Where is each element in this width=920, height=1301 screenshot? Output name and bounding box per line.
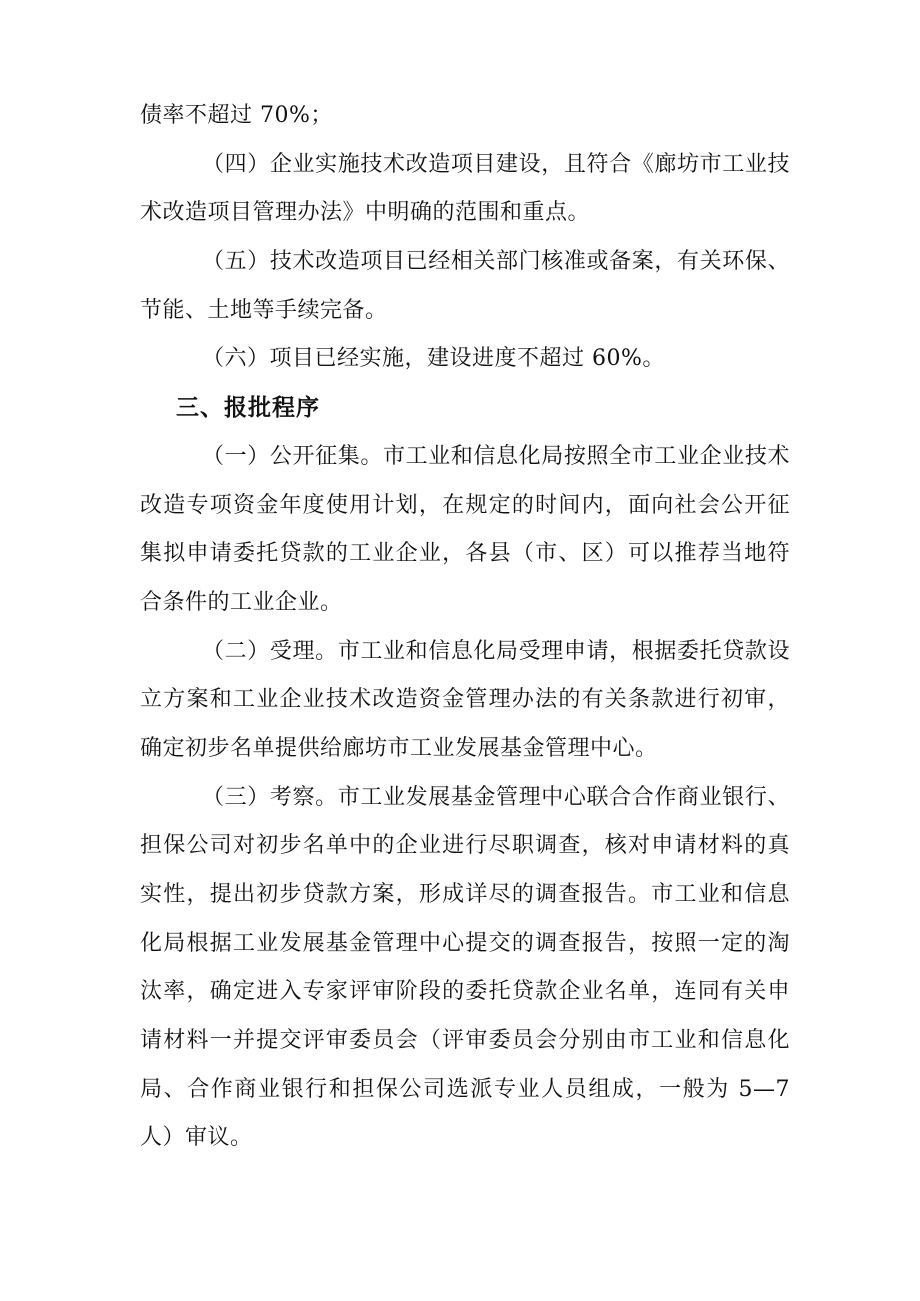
text-line: 担保公司对初步名单中的企业进行尽职调查，核对申请材料的真 bbox=[140, 833, 790, 859]
text-line: 立方案和工业企业技术改造资金管理办法的有关条款进行初审， bbox=[140, 687, 790, 713]
section-heading: 三、报批程序 bbox=[176, 395, 320, 422]
text-line: （一）公开征集。市工业和信息化局按照全市工业企业技术 bbox=[202, 443, 790, 469]
text-line: 局、合作商业银行和担保公司选派专业人员组成，一般为 5—7 bbox=[140, 1076, 790, 1102]
text-line: 确定初步名单提供给廊坊市工业发展基金管理中心。 bbox=[140, 735, 658, 761]
text-line: （五）技术改造项目已经相关部门核准或备案，有关环保、 bbox=[202, 249, 790, 275]
text-line: 化局根据工业发展基金管理中心提交的调查报告，按照一定的淘 bbox=[140, 930, 790, 956]
text-line: 术改造项目管理办法》中明确的范围和重点。 bbox=[140, 200, 591, 226]
document-body bbox=[140, 92, 790, 1163]
text-line: 汰率，确定进入专家评审阶段的委托贷款企业名单，连同有关申 bbox=[140, 979, 790, 1005]
text-line: （二）受理。市工业和信息化局受理申请，根据委托贷款设 bbox=[202, 638, 790, 664]
text-line: 合条件的工业企业。 bbox=[140, 589, 343, 615]
text-line: 实性，提出初步贷款方案，形成详尽的调查报告。市工业和信息 bbox=[140, 882, 790, 907]
text-line: （四）企业实施技术改造项目建设，且符合《廊坊市工业技 bbox=[202, 151, 790, 177]
text-line: 债率不超过 70%； bbox=[140, 103, 333, 128]
text-line: （六）项目已经实施，建设进度不超过 60%。 bbox=[202, 346, 665, 372]
text-line: 请材料一并提交评审委员会（评审委员会分别由市工业和信息化 bbox=[140, 1028, 790, 1054]
text-line: 节能、土地等手续完备。 bbox=[140, 297, 388, 323]
text-line: （三）考察。市工业发展基金管理中心联合合作商业银行、 bbox=[202, 784, 790, 810]
text-line: 改造专项资金年度使用计划，在规定的时间内，面向社会公开征 bbox=[140, 492, 790, 518]
text-line: 集拟申请委托贷款的工业企业，各县（市、区）可以推荐当地符 bbox=[140, 541, 790, 567]
text-line: 人）审议。 bbox=[140, 1125, 253, 1151]
